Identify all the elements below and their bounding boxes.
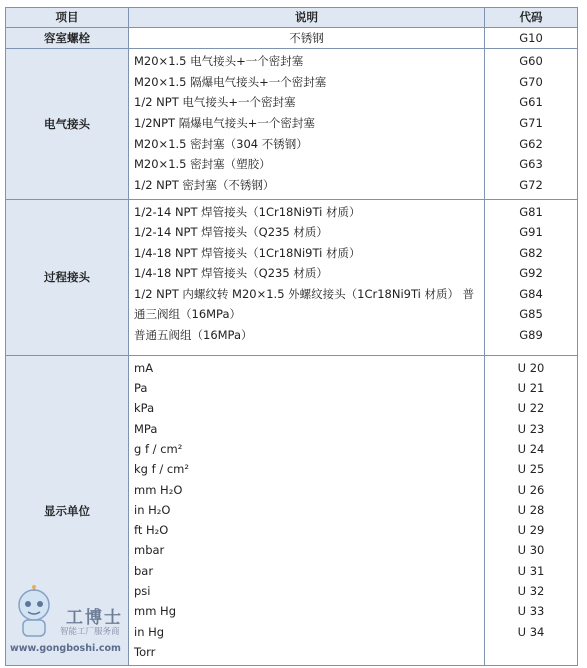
process-code-line: G91 <box>519 225 543 240</box>
spec-table <box>5 7 578 666</box>
watermark-brand: 工博士 <box>66 608 123 628</box>
electrical-desc-line: M20×1.5 密封塞（塑胶） <box>134 157 271 172</box>
header-item: 项目 <box>6 8 129 28</box>
units-desc-line: kPa <box>134 401 155 416</box>
units-desc-line: mm Hg <box>134 604 177 619</box>
process-desc-line: 1/4-18 NPT 焊管接头（1Cr18Ni9Ti 材质） <box>134 245 361 260</box>
process-desc-line: 1/2 NPT 内螺纹转 M20×1.5 外螺纹接头（1Cr18Ni9Ti 材质） 普 <box>134 286 475 301</box>
units-desc-list <box>129 356 484 665</box>
units-code-line: U 34 <box>517 624 545 639</box>
electrical-code-line: G60 <box>519 54 543 68</box>
header-desc: 说明 <box>129 8 485 28</box>
units-desc-line: in Hg <box>134 624 165 639</box>
units-desc-line: mA <box>134 360 154 375</box>
units-code-line: U 29 <box>517 523 545 538</box>
process-code-line: G82 <box>519 245 543 260</box>
units-code-line: U 31 <box>517 563 545 578</box>
units-desc-line: mbar <box>134 543 165 558</box>
units-desc-line: bar <box>134 563 154 578</box>
units-code-line <box>485 642 577 662</box>
electrical-group <box>6 49 578 200</box>
electrical-desc-line: M20×1.5 隔爆电气接头+一个密封塞 <box>134 74 327 89</box>
electrical-item: 电气接头 <box>6 49 129 200</box>
process-desc-line: 1/2-14 NPT 焊管接头（Q235 材质） <box>134 225 328 240</box>
process-desc-line: 普通五阀组（16MPa） <box>134 327 253 342</box>
units-group <box>6 355 578 665</box>
screw-item: 容室螺栓 <box>6 28 129 49</box>
units-code-line: U 23 <box>517 421 545 436</box>
process-item: 过程接头 <box>6 199 129 355</box>
process-desc-line: 通三阀组（16MPa） <box>134 307 242 322</box>
units-desc-line: g f / cm² <box>134 442 183 456</box>
electrical-code-line: G71 <box>519 116 543 131</box>
units-item: 显示单位 <box>6 355 129 665</box>
electrical-desc-line: 1/2 NPT 密封塞（不锈钢） <box>134 178 275 193</box>
electrical-code-line: G72 <box>519 178 543 193</box>
units-desc-line: MPa <box>134 421 158 436</box>
units-code-line: U 25 <box>517 462 545 477</box>
units-code-line: U 30 <box>517 543 545 558</box>
units-desc-line: ft H₂O <box>134 523 169 538</box>
units-code-line: U 22 <box>517 401 545 416</box>
process-desc-line: 1/4-18 NPT 焊管接头（Q235 材质） <box>134 266 328 281</box>
process-code-list <box>485 200 577 349</box>
electrical-desc-line: M20×1.5 密封塞（304 不锈钢） <box>134 136 308 151</box>
header-row <box>6 8 578 28</box>
electrical-desc-line: M20×1.5 电气接头+一个密封塞 <box>134 54 304 68</box>
units-desc-line: Pa <box>134 381 148 396</box>
electrical-desc-line: 1/2NPT 隔爆电气接头+一个密封塞 <box>134 116 315 131</box>
units-code-line: U 20 <box>517 360 545 375</box>
header-code: 代码 <box>485 8 578 28</box>
units-code-line: U 28 <box>517 502 545 517</box>
electrical-desc-list <box>129 49 484 199</box>
process-code-line: G89 <box>519 327 543 342</box>
units-code-line: U 24 <box>517 442 545 456</box>
units-desc-line: kg f / cm² <box>134 462 189 477</box>
units-code-line: U 33 <box>517 604 545 619</box>
process-group <box>6 199 578 355</box>
screw-desc: 不锈钢 <box>129 28 485 49</box>
watermark-sub: 智能工厂服务商 <box>60 627 120 637</box>
electrical-code-list <box>485 49 577 199</box>
process-desc-list <box>129 200 484 349</box>
units-code-list <box>485 356 577 665</box>
units-desc-line: Torr <box>134 644 156 659</box>
process-desc-line: 1/2-14 NPT 焊管接头（1Cr18Ni9Ti 材质） <box>134 204 361 219</box>
electrical-desc-line: 1/2 NPT 电气接头+一个密封塞 <box>134 95 296 110</box>
process-code-line: G81 <box>519 204 543 219</box>
process-code-line: G85 <box>519 307 543 322</box>
watermark-url: www.gongboshi.com <box>10 643 121 654</box>
screw-row <box>6 28 578 49</box>
electrical-code-line: G63 <box>519 157 543 172</box>
units-desc-line: mm H₂O <box>134 482 183 497</box>
electrical-code-line: G70 <box>519 74 543 89</box>
units-code-line: U 32 <box>517 584 545 599</box>
units-code-line: U 21 <box>517 381 545 396</box>
electrical-code-line: G62 <box>519 136 543 151</box>
process-code-line: G92 <box>519 266 543 281</box>
electrical-code-line: G61 <box>519 95 543 110</box>
units-desc-line: in H₂O <box>134 502 171 517</box>
process-code-line: G84 <box>519 286 543 301</box>
screw-code: G10 <box>485 28 578 49</box>
units-desc-line: psi <box>134 584 151 599</box>
units-code-line: U 26 <box>517 482 545 497</box>
